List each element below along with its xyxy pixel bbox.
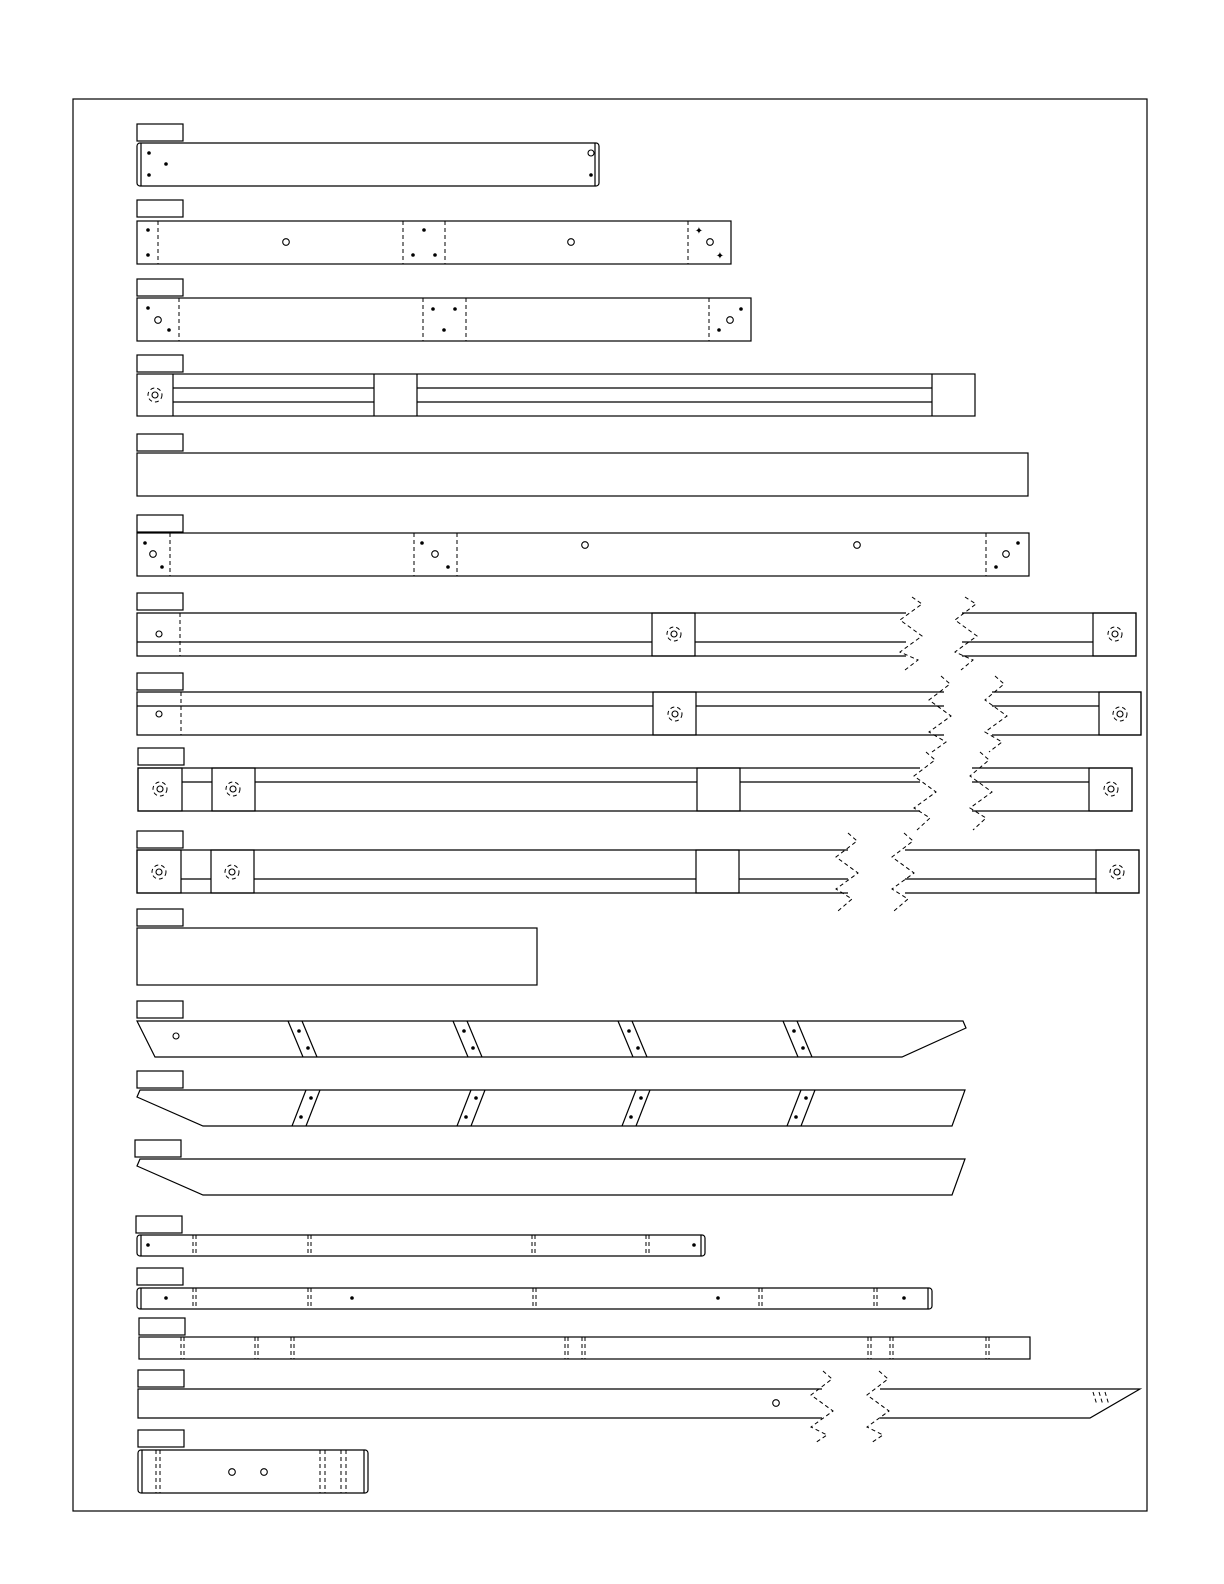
stringer (137, 1090, 965, 1126)
svg-text:✦: ✦ (694, 226, 704, 237)
part-label-box (137, 124, 183, 141)
part-1 (137, 124, 599, 186)
part-12 (137, 1001, 966, 1057)
part-5 (137, 434, 1028, 496)
part-9 (138, 748, 1132, 830)
part-19 (138, 1430, 368, 1493)
board (137, 1235, 705, 1256)
board (137, 533, 1029, 576)
board (137, 928, 537, 985)
board (137, 143, 599, 186)
part-11 (137, 909, 537, 985)
part-18 (138, 1370, 1140, 1443)
board (137, 453, 1028, 496)
part-3 (137, 279, 751, 341)
stringer (137, 1021, 966, 1057)
part-2 (137, 200, 731, 264)
board (137, 374, 975, 416)
part-16 (137, 1268, 932, 1309)
stringer (137, 1159, 965, 1195)
board (138, 1450, 368, 1493)
part-10 (137, 831, 1139, 911)
part-8 (137, 673, 1141, 752)
part-17 (139, 1318, 1030, 1359)
svg-text:✦: ✦ (715, 251, 725, 262)
sheet-border (73, 99, 1147, 1511)
part-13 (137, 1071, 965, 1126)
board (137, 298, 751, 341)
part-7 (137, 593, 1136, 670)
part-4 (137, 355, 975, 416)
part-6 (137, 515, 1029, 576)
board (137, 1288, 932, 1309)
board (137, 221, 731, 264)
part-15 (136, 1216, 705, 1256)
part-14 (135, 1140, 965, 1195)
